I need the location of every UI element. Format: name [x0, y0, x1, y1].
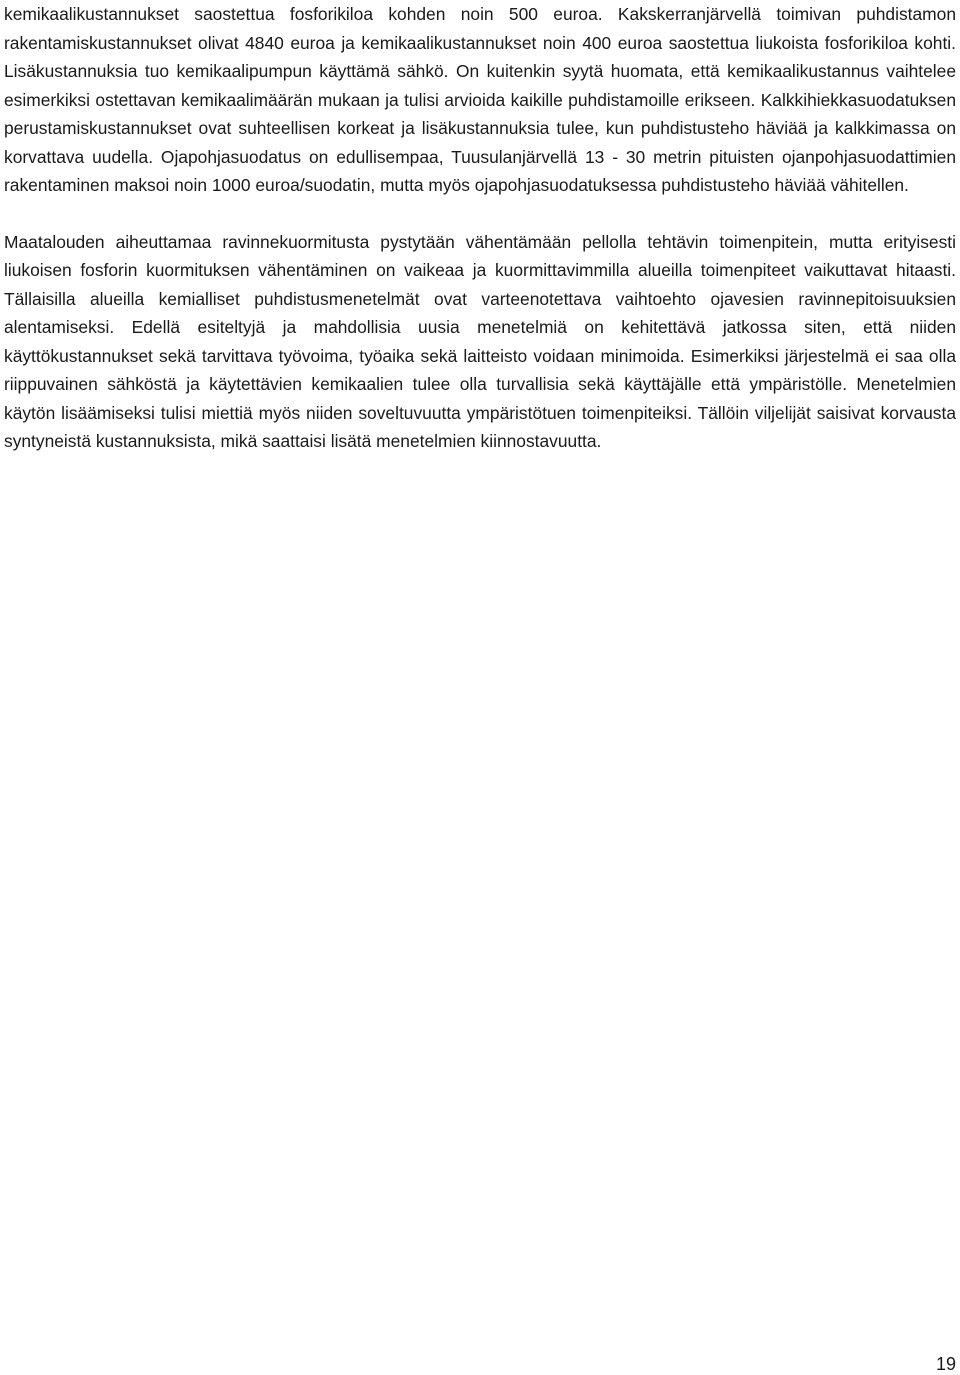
document-page [4, 0, 956, 456]
body-paragraph-2: Maatalouden aiheuttamaa ravinnekuormitusta pystytään vähentämään pellolla tehtävin toimenpitein, mutta erityisesti liukoisen fosforin kuormituksen vähentäminen on vaikeaa ja kuormittavimmilla alueilla toimenpiteet vaikuttavat hitaasti. Tällaisilla alueilla kemialliset puhdistusmenetelmät ovat varteenotettava vaihtoehto ojavesien ravinnepitoisuuksien alentamiseksi. Edellä esiteltyjä ja mahdollisia uusia menetelmiä on kehitettävä jatkossa siten, että niiden käyttökustannukset sekä tarvittava työvoima, työaika sekä laitteisto voidaan minimoida. Esimerkiksi järjestelmä ei saa olla riippuvainen sähköstä ja käytettävien kemikaalien tulee olla turvallisia sekä käyttäjälle että ympäristölle. Menetelmien käytön lisäämiseksi tulisi miettiä myös niiden soveltuvuutta ympäristötuen toimenpiteiksi. Tällöin viljelijät saisivat korvausta syntyneistä kustannuksista, mikä saattaisi lisätä menetelmien kiinnostavuutta. [4, 231, 956, 451]
body-paragraph-1: kemikaalikustannukset saostettua fosforikiloa kohden noin 500 euroa. Kakskerranjärvellä toimivan puhdistamon rakentamiskustannukset olivat 4840 euroa ja kemikaalikustannukset noin 400 euroa saostettua liukoista fosforikiloa kohti. Lisäkustannuksia tuo kemikaalipumpun käyttämä sähkö. On kuitenkin syytä huomata, että kemikaalikustannus vaihtelee esimerkiksi ostettavan kemikaalimäärän mukaan ja tulisi arvioida kaikille puhdistamoille erikseen. Kalkkihiekkasuodatuksen perustamiskustannukset ovat suhteellisen korkeat ja lisäkustannuksia tulee, kun puhdistusteho häviää ja kalkkimassa on korvattava uudella. Ojapohjasuodatus on edullisempaa, Tuusulanjärvellä 13 - 30 metrin pituisten ojanpohjasuodattimien rakentaminen maksoi noin 1000 euroa/suodatin, mutta myös ojapohjasuodatuksessa puhdistusteho häviää vähitellen. [4, 4, 956, 195]
page-number: 19 [935, 1354, 956, 1374]
